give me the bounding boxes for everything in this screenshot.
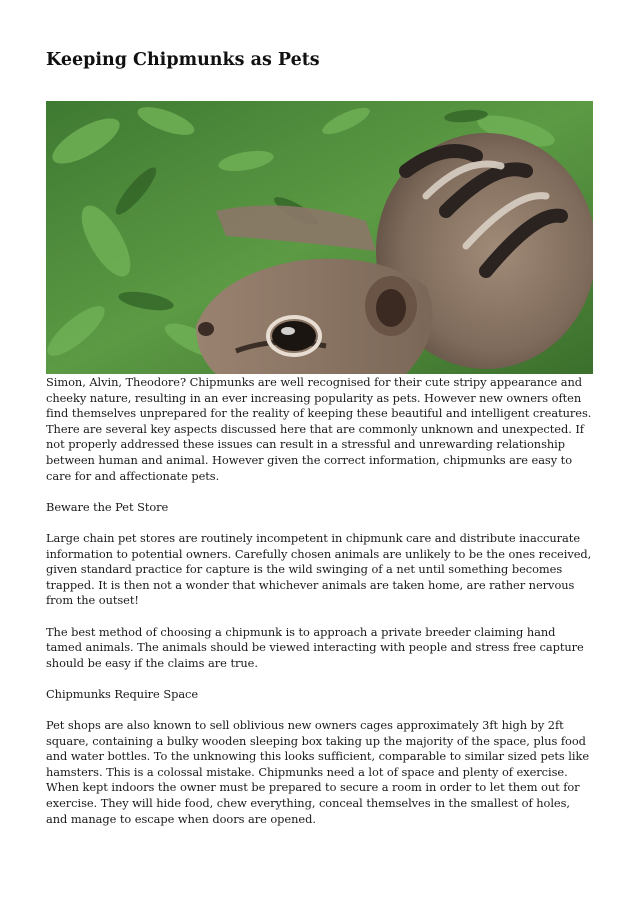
section-heading-pet-store: Beware the Pet Store xyxy=(46,499,169,514)
pet-store-paragraph: Large chain pet stores are routinely incompetent in chipmunk care and distribute inaccurate information to potential owners. Carefully chosen animals are unlikely to be the ones received, given standard practice for capture is the wild swinging of a net until something becomes trapped. It is then not a wonder that whichever animals are taken home, are rather nervous from the outset! xyxy=(46,530,592,608)
breeder-paragraph: The best method of choosing a chipmunk is to approach a private breeder claiming hand tamed animals. The animals should be viewed interacting with people and stress free capture should be easy if the claims are true. xyxy=(46,624,584,670)
chipmunk-photo xyxy=(46,101,593,374)
intro-paragraph: Simon, Alvin, Theodore? Chipmunks are well recognised for their cute stripy appearance and cheeky nature, resulting in an ever increasing popularity as pets. However new owners often find themselves unprepared for the reality of keeping these beautiful and intelligent creatures. There are several key aspects discussed here that are commonly unknown and unexpected. If not properly addressed these issues can result in a stressful and unrewarding relationship between human and animal. However given the correct information, chipmunks are easy to care for and affectionate pets. xyxy=(46,375,592,483)
space-paragraph: Pet shops are also known to sell oblivious new owners cages approximately 3ft high by 2ft square, containing a bulky wooden sleeping box taking up the majority of the space, plus food and water bottles. To the unknowing this looks sufficient, comparable to similar sized pets like hamsters. This is a colossal mistake. Chipmunks need a lot of space and plenty of exercise. When kept indoors the owner must be prepared to secure a room in order to let them out for exercise. They will hide food, chew everything, conceal themselves in the smallest of holes, and manage to escape when doors are opened. xyxy=(46,718,590,826)
chipmunk-illustration xyxy=(46,101,593,374)
page-title: Keeping Chipmunks as Pets xyxy=(46,50,320,70)
article-body xyxy=(46,375,594,843)
section-heading-space: Chipmunks Require Space xyxy=(46,686,199,701)
